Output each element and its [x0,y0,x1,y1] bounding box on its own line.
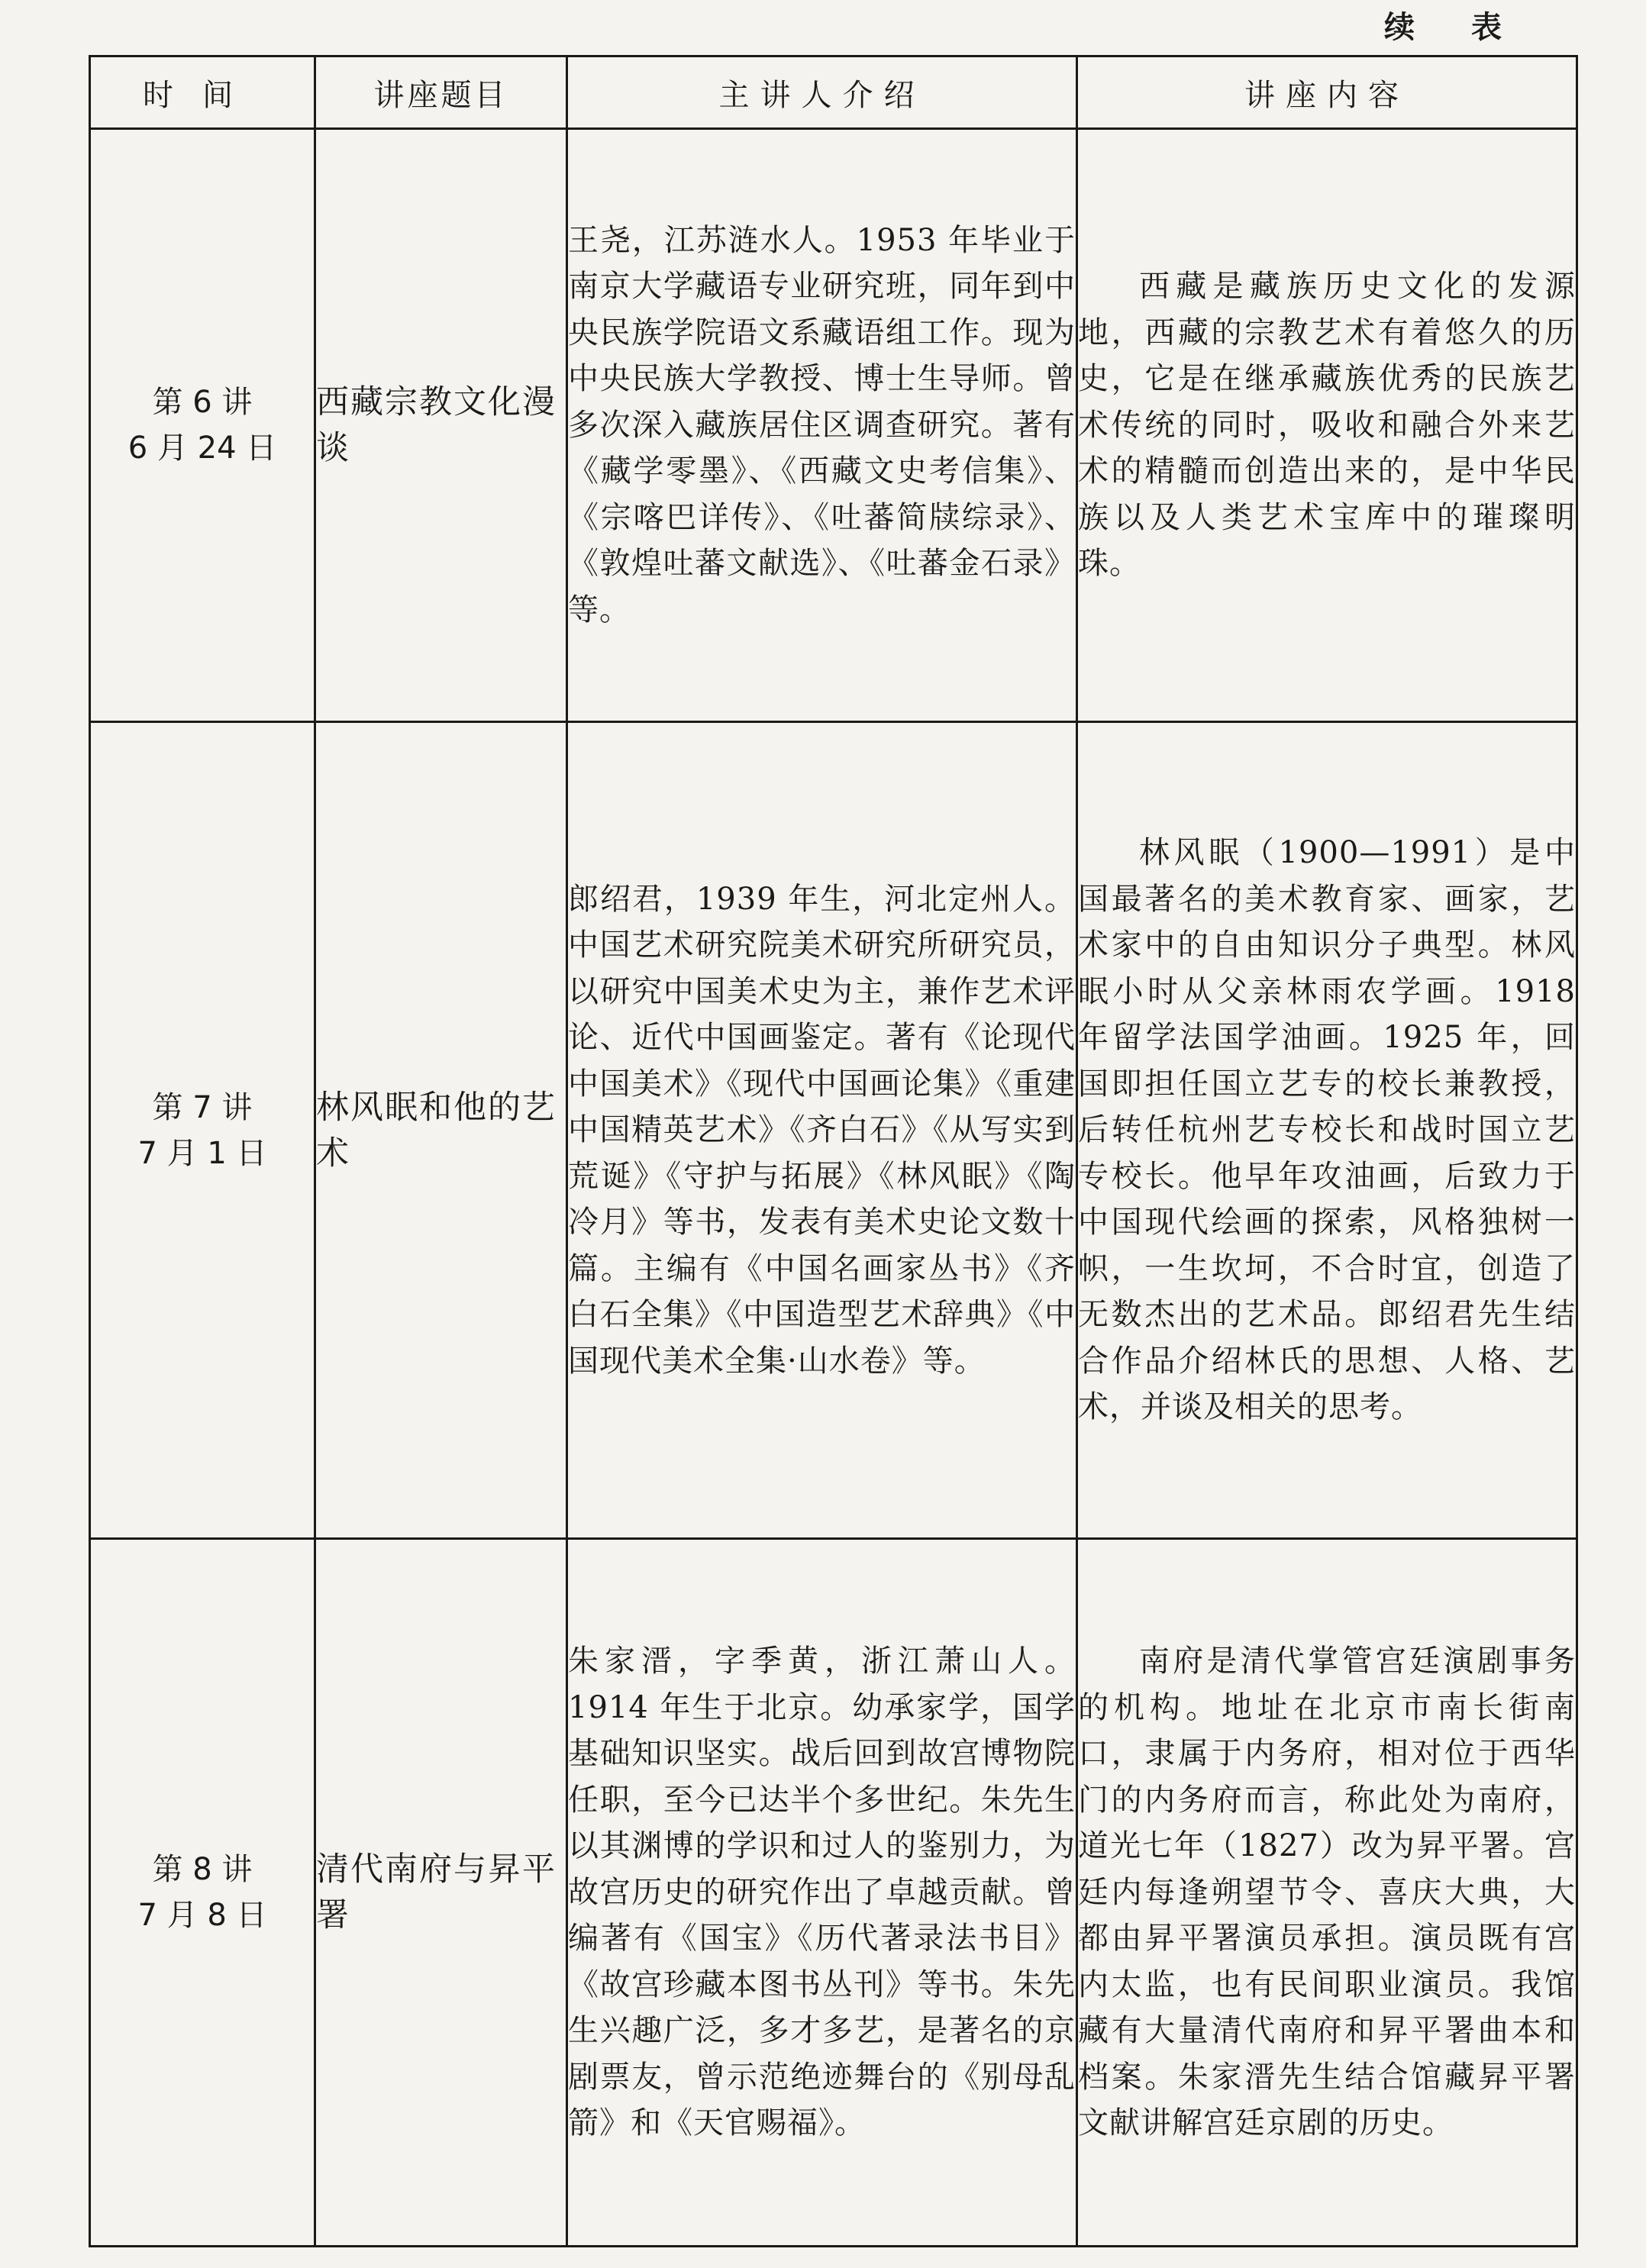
header-time: 时间 [90,56,315,129]
lecture-schedule-table [89,55,1578,2247]
speaker-intro: 郎绍君，1939 年生，河北定州人。中国艺术研究院美术研究所研究员，以研究中国美术史为主，兼作艺术评论、近代中国画鉴定。著有《论现代中国美术》《现代中国画论集》《重建中国精英艺术》《齐白石》《从写实到荒诞》《守护与拓展》《林风眠》《陶冷月》等书，发表有美术史论文数十篇。主编有《中国名画家丛书》《齐白石全集》《中国造型艺术辞典》《中国现代美术全集·山水卷》等。 [567,722,1077,1539]
table-row [90,722,1577,1539]
header-lecture-content: 讲座内容 [1077,56,1577,129]
speaker-intro: 王尧，江苏涟水人。1953 年毕业于南京大学藏语专业研究班，同年到中央民族学院语文系藏语组工作。现为中央民族大学教授、博士生导师。曾多次深入藏族居住区调查研究。著有《藏学零墨》、《西藏文史考信集》、《宗喀巴详传》、《吐蕃简牍综录》、《敦煌吐蕃文献选》、《吐蕃金石录》等。 [567,129,1077,722]
continued-table-label: 续 表 [1384,10,1525,45]
lecture-date: 7 月 8 日 [137,1898,267,1933]
lecture-time-cell [90,1539,315,2247]
lecture-title: 林风眠和他的艺术 [315,722,567,1539]
lecture-title: 西藏宗教文化漫谈 [315,129,567,722]
lecture-time-cell [90,129,315,722]
lecture-content: 林风眠（1900—1991）是中国最著名的美术教育家、画家，艺术家中的自由知识分子典型。林风眠小时从父亲林雨农学画。1918 年留学法国学油画。1925 年，回国即担任国立艺专的校长兼教授，后转任杭州艺专校长和战时国立艺专校长。他早年攻油画，后致力于中国现代绘画的探索，风格独树一帜，一生坎坷，不合时宜，创造了无数杰出的艺术品。郎绍君先生结合作品介绍林氏的思想、人格、艺术，并谈及相关的思考。 [1077,722,1577,1539]
speaker-intro: 朱家溍，字季黄，浙江萧山人。1914 年生于北京。幼承家学，国学基础知识坚实。战后回到故宫博物院任职，至今已达半个多世纪。朱先生以其渊博的学识和过人的鉴别力，为故宫历史的研究作出了卓越贡献。曾编著有《国宝》《历代著录法书目》《故宫珍藏本图书丛刊》等书。朱先生兴趣广泛，多才多艺，是著名的京剧票友，曾示范绝迹舞台的《别母乱箭》和《天官赐福》。 [567,1539,1077,2247]
header-speaker-intro: 主讲人介绍 [567,56,1077,129]
table-row [90,129,1577,722]
table-header-row [90,56,1577,129]
lecture-date: 7 月 1 日 [137,1135,267,1171]
lecture-date: 6 月 24 日 [127,431,277,466]
lecture-session: 第 6 讲 [152,385,253,420]
lecture-session: 第 8 讲 [152,1852,253,1887]
lecture-content: 南府是清代掌管宫廷演剧事务的机构。地址在北京市南长街南口，隶属于内务府，相对位于西华门的内务府而言，称此处为南府，道光七年（1827）改为昇平署。宫廷内每逢朔望节令、喜庆大典，大都由昇平署演员承担。演员既有宫内太监，也有民间职业演员。我馆藏有大量清代南府和昇平署曲本和档案。朱家溍先生结合馆藏昇平署文献讲解宫廷京剧的历史。 [1077,1539,1577,2247]
header-lecture-title: 讲座题目 [315,56,567,129]
lecture-content: 西藏是藏族历史文化的发源地，西藏的宗教艺术有着悠久的历史，它是在继承藏族优秀的民族艺术传统的同时，吸收和融合外来艺术的精髓而创造出来的，是中华民族以及人类艺术宝库中的璀璨明珠。 [1077,129,1577,722]
lecture-session: 第 7 讲 [152,1089,253,1125]
table-row [90,1539,1577,2247]
lecture-title: 清代南府与昇平署 [315,1539,567,2247]
lecture-time-cell [90,722,315,1539]
